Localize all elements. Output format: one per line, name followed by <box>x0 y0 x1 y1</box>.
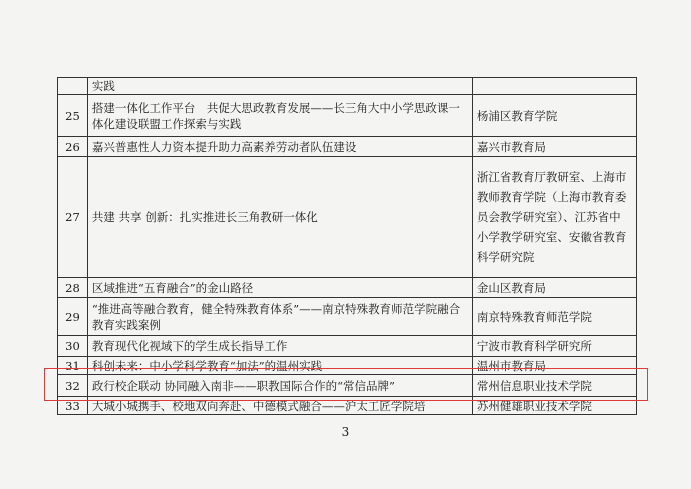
case-title: 搭建一体化工作平台 共促大思政教育发展——长三角大中小学思政课一体化建设联盟工作探索与实践 <box>87 95 472 137</box>
row-number: 33 <box>58 397 88 415</box>
table-row <box>58 157 637 278</box>
organization <box>472 78 636 95</box>
row-number <box>58 78 88 95</box>
row-number: 25 <box>58 95 88 137</box>
organization: 嘉兴市教育局 <box>472 137 636 157</box>
table-row <box>58 78 637 95</box>
organization: 宁波市教育科学研究所 <box>472 336 636 357</box>
organization: 苏州健雄职业技术学院 <box>472 397 636 415</box>
organization: 温州市教育局 <box>472 357 636 375</box>
case-title: 实践 <box>87 78 472 95</box>
page-number: 3 <box>341 425 350 439</box>
row-number: 29 <box>58 298 88 336</box>
table-row <box>58 137 637 157</box>
table-row <box>58 95 637 137</box>
case-title: 教育现代化视域下的学生成长指导工作 <box>87 336 472 357</box>
row-number: 28 <box>58 278 88 298</box>
case-title: 大城小城携手、校地双向奔赴、中德模式融合——沪太工匠学院培 <box>87 397 472 415</box>
table-row <box>58 298 637 336</box>
organization: 浙江省教育厅教研室、上海市教师教育学院（上海市教育委员会教学研究室）、江苏省中小学教学研究室、安徽省教育科学研究院 <box>472 157 636 278</box>
organization: 常州信息职业技术学院 <box>472 375 636 397</box>
case-title: “推进高等融合教育，健全特殊教育体系”——南京特殊教育师范学院融合教育实践案例 <box>87 298 472 336</box>
organization: 金山区教育局 <box>472 278 636 298</box>
case-title: 区域推进“五育融合”的金山路径 <box>87 278 472 298</box>
row-number: 30 <box>58 336 88 357</box>
organization: 杨浦区教育学院 <box>472 95 636 137</box>
case-title: 政行校企联动 协同融入南非——职教国际合作的“常信品牌” <box>87 375 472 397</box>
organization: 南京特殊教育师范学院 <box>472 298 636 336</box>
table-row <box>58 336 637 357</box>
table-row <box>58 278 637 298</box>
case-title: 科创未来：中小学科学教育“加法”的温州实践 <box>87 357 472 375</box>
row-number: 27 <box>58 157 88 278</box>
row-number: 26 <box>58 137 88 157</box>
case-title: 共建 共享 创新：扎实推进长三角教研一体化 <box>87 157 472 278</box>
case-list-table <box>57 77 637 415</box>
row-number: 31 <box>58 357 88 375</box>
row-number: 32 <box>58 375 88 397</box>
case-title: 嘉兴普惠性人力资本提升助力高素养劳动者队伍建设 <box>87 137 472 157</box>
highlight-box <box>44 368 648 401</box>
